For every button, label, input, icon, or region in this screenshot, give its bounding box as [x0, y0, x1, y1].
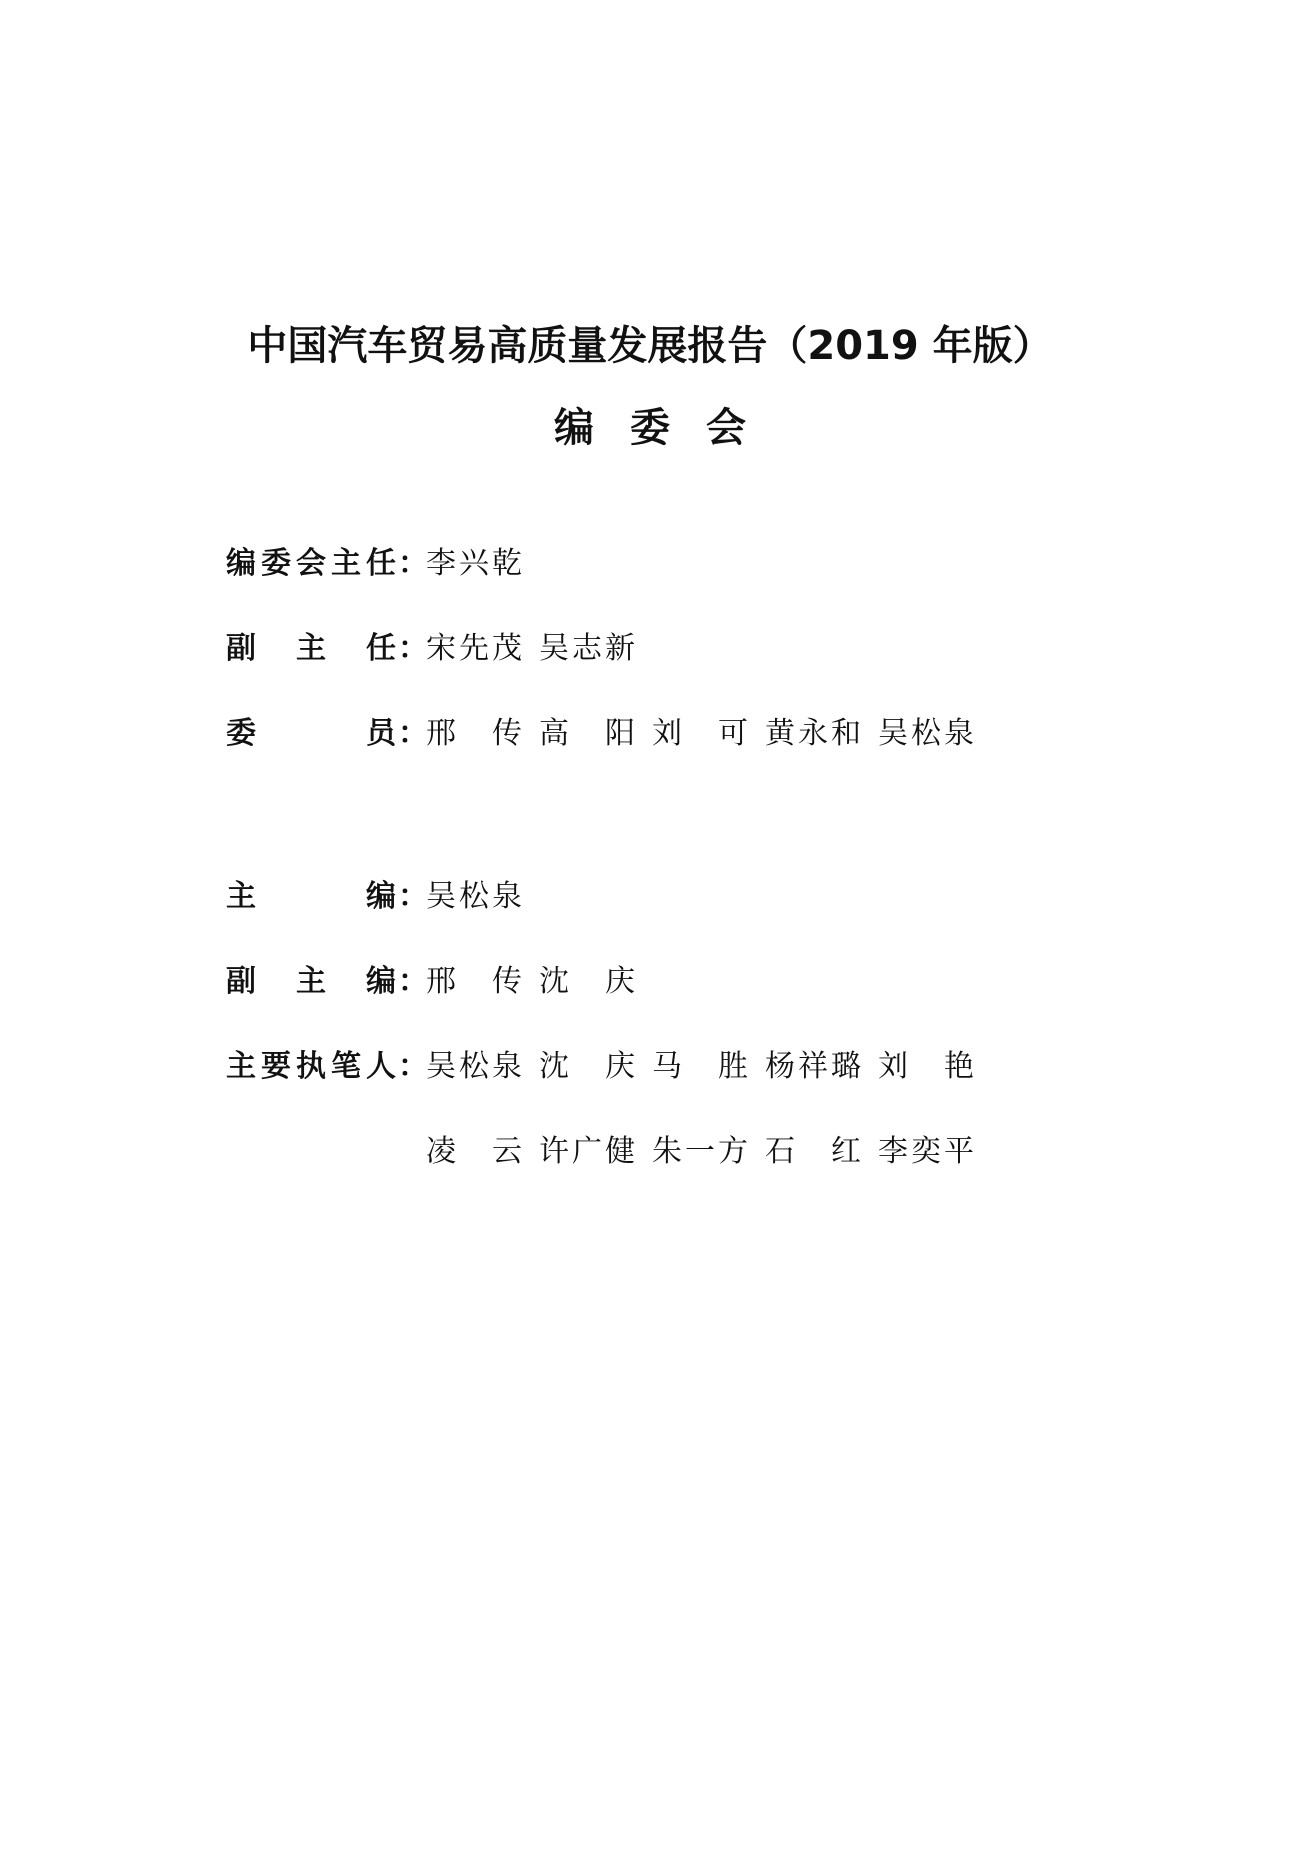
- role-label-char: 编: [226, 546, 256, 581]
- person-name-char: 许: [539, 1134, 569, 1169]
- person-name: [652, 1043, 748, 1091]
- person-name-char: 一: [685, 1134, 715, 1169]
- person-name-char: 奕: [911, 1134, 941, 1169]
- person-name-char: 广: [572, 1134, 602, 1169]
- person-name-char: 刘: [652, 716, 682, 751]
- person-name: [426, 540, 522, 588]
- person-name-char: 和: [831, 716, 861, 751]
- person-name-char: 云: [492, 1134, 522, 1169]
- person-name: [878, 1043, 974, 1091]
- person-name-char: 刘: [878, 1049, 908, 1084]
- person-name-char: 方: [718, 1134, 748, 1169]
- person-name: [539, 1043, 635, 1091]
- label-colon: ：: [398, 964, 428, 999]
- role-label-char: 要: [261, 1049, 291, 1084]
- person-name-char: 先: [459, 631, 489, 666]
- person-name-char: 杨: [765, 1049, 795, 1084]
- role-label-char: 主: [226, 879, 256, 914]
- person-name: [652, 1128, 748, 1176]
- person-name-char: 宋: [426, 631, 456, 666]
- person-name-char: 吴: [878, 716, 908, 751]
- person-name: [652, 710, 748, 758]
- role-label-char: 人: [366, 1049, 396, 1084]
- person-name: [765, 1043, 861, 1091]
- person-name-char: 马: [652, 1049, 682, 1084]
- person-name: [426, 625, 522, 673]
- person-name: [878, 710, 974, 758]
- person-name-char: 泉: [492, 1049, 522, 1084]
- role-label-char: 会: [296, 546, 326, 581]
- person-name-char: 凌: [426, 1134, 456, 1169]
- label-colon: ：: [398, 631, 428, 666]
- person-name-char: 璐: [831, 1049, 861, 1084]
- person-name-char: 胜: [718, 1049, 748, 1084]
- role-label-char: 主: [296, 631, 326, 666]
- role-label-char: 编: [366, 879, 396, 914]
- person-name-char: 李: [878, 1134, 908, 1169]
- role-label: [226, 710, 396, 758]
- role-label: [226, 540, 396, 588]
- person-name-char: 松: [911, 716, 941, 751]
- person-name: [426, 958, 522, 1006]
- person-name-char: 传: [492, 716, 522, 751]
- person-name-char: 朱: [652, 1134, 682, 1169]
- document-title: 中国汽车贸易高质量发展报告（2019 年版）: [247, 323, 1053, 369]
- role-label-char: 任: [366, 631, 396, 666]
- person-name: [765, 1128, 861, 1176]
- person-name-char: 松: [459, 879, 489, 914]
- person-name: [539, 625, 635, 673]
- label-colon: ：: [398, 546, 428, 581]
- person-name-char: 高: [539, 716, 569, 751]
- person-name: [426, 1128, 522, 1176]
- role-label-char: 执: [296, 1049, 326, 1084]
- person-name-char: 松: [459, 1049, 489, 1084]
- person-name-char: 红: [831, 1134, 861, 1169]
- role-label-char: 副: [226, 631, 256, 666]
- person-name: [426, 710, 522, 758]
- person-name: [765, 710, 861, 758]
- role-label: [226, 958, 396, 1006]
- person-name-char: 乾: [492, 546, 522, 581]
- person-name-char: 庆: [605, 1049, 635, 1084]
- person-name-char: 石: [765, 1134, 795, 1169]
- person-name-char: 新: [605, 631, 635, 666]
- person-name-char: 传: [492, 964, 522, 999]
- role-label-char: 委: [261, 546, 291, 581]
- person-name-char: 吴: [539, 631, 569, 666]
- person-name: [426, 1043, 522, 1091]
- person-name-char: 祥: [798, 1049, 828, 1084]
- label-colon: ：: [398, 716, 428, 751]
- person-name-char: 邢: [426, 964, 456, 999]
- person-name-char: 泉: [944, 716, 974, 751]
- person-name-char: 艳: [944, 1049, 974, 1084]
- person-name-char: 庆: [605, 964, 635, 999]
- role-label-char: 主: [331, 546, 361, 581]
- person-name-char: 沈: [539, 1049, 569, 1084]
- person-name-char: 健: [605, 1134, 635, 1169]
- role-label-char: 主: [226, 1049, 256, 1084]
- person-name-char: 兴: [459, 546, 489, 581]
- person-name: [539, 710, 635, 758]
- role-label-char: 副: [226, 964, 256, 999]
- role-label-char: 编: [366, 964, 396, 999]
- person-name: [539, 958, 635, 1006]
- role-label-char: 任: [366, 546, 396, 581]
- person-name-char: 永: [798, 716, 828, 751]
- role-label-char: 主: [296, 964, 326, 999]
- role-label: [226, 873, 396, 921]
- person-name: [539, 1128, 635, 1176]
- role-label: [226, 1043, 396, 1091]
- person-name-char: 沈: [539, 964, 569, 999]
- person-name: [878, 1128, 974, 1176]
- person-name-char: 可: [718, 716, 748, 751]
- person-name-char: 吴: [426, 1049, 456, 1084]
- label-colon: ：: [398, 1049, 428, 1084]
- person-name-char: 邢: [426, 716, 456, 751]
- person-name-char: 泉: [492, 879, 522, 914]
- person-name-char: 黄: [765, 716, 795, 751]
- person-name-char: 阳: [605, 716, 635, 751]
- person-name-char: 平: [944, 1134, 974, 1169]
- document-subtitle: 编委会: [554, 405, 782, 451]
- role-label-char: 委: [226, 716, 256, 751]
- role-label: [226, 625, 396, 673]
- role-label-char: 笔: [331, 1049, 361, 1084]
- person-name-char: 李: [426, 546, 456, 581]
- person-name-char: 茂: [492, 631, 522, 666]
- person-name-char: 吴: [426, 879, 456, 914]
- person-name: [426, 873, 522, 921]
- person-name-char: 志: [572, 631, 602, 666]
- label-colon: ：: [398, 879, 428, 914]
- role-label-char: 员: [366, 716, 396, 751]
